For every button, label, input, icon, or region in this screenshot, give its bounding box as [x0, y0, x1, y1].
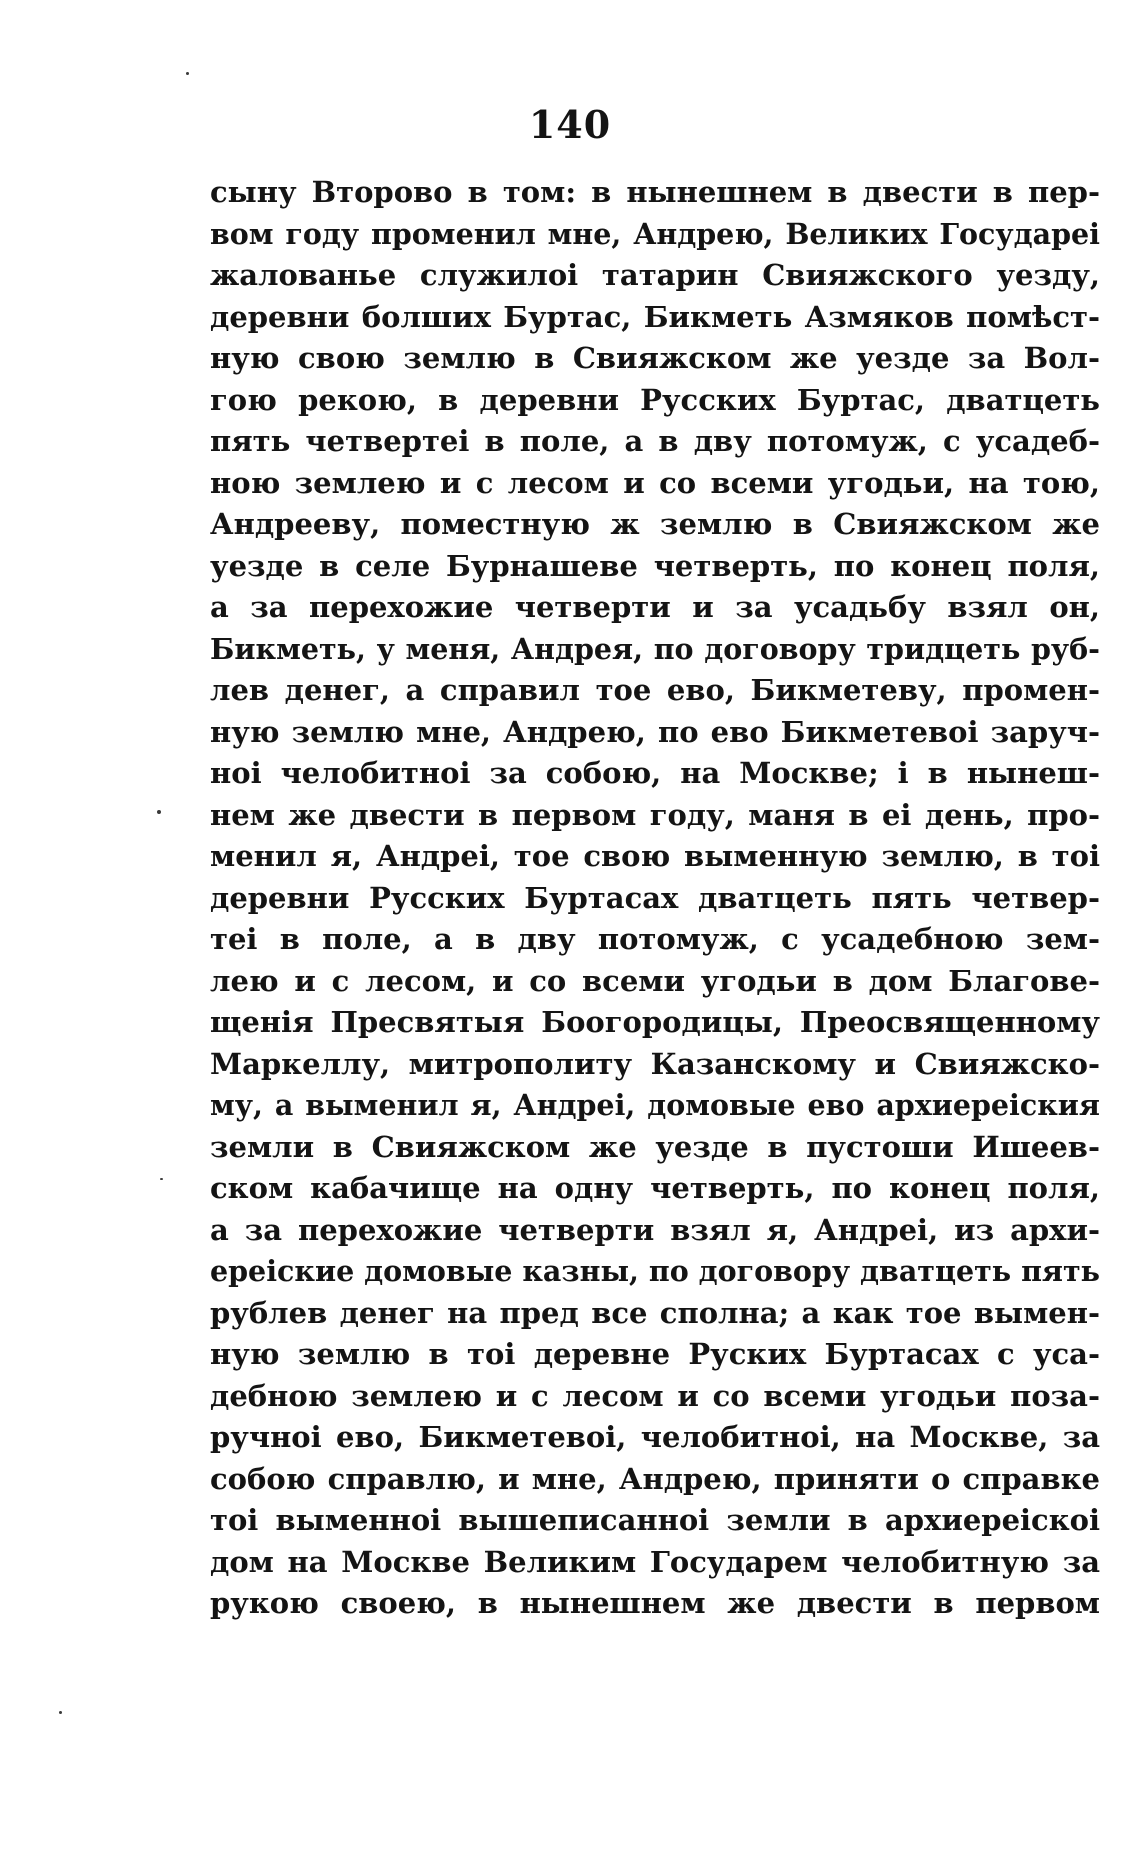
text-line: уезде в селе Бурнашеве четверть, по конец поля,	[210, 548, 1100, 583]
text-line: жалованье служилоі татарин Свияжского уезду,	[210, 258, 1100, 292]
text-line: Маркеллу, митрополиту Казанскому и Свияжско-	[210, 1046, 1100, 1081]
text-line: нем же двести в первом году, маня в еі день, про-	[210, 797, 1100, 832]
body-text	[210, 172, 1100, 1625]
text-line: собою справлю, и мне, Андрею, приняти о справке	[210, 1461, 1100, 1496]
text-line: му, а выменил я, Андреі, домовые ево архиереіския	[210, 1088, 1100, 1122]
text-line: а за перехожие четверти взял я, Андреі, из архи-	[210, 1212, 1100, 1247]
scan-speck	[59, 1711, 62, 1714]
text-line: сыну Второво в том: в нынешнем в двести в пер-	[210, 175, 1100, 209]
text-line: ную землю мне, Андрею, по ево Бикметевоі заруч-	[210, 714, 1100, 749]
text-line: гою рекою, в деревни Русских Буртас, дватцеть	[210, 382, 1100, 417]
text-line: рублев денег на пред все сполна; а как тое вымен-	[210, 1295, 1100, 1330]
text-line: ною землею и с лесом и со всеми угодьи, на тою,	[210, 465, 1100, 500]
text-line: земли в Свияжском же уезде в пустоши Ишеев-	[210, 1129, 1100, 1164]
text-line: ручноі ево, Бикметевоі, челобитноі, на Москве, за	[210, 1420, 1100, 1454]
text-line: щенія Пресвятыя Боогородицы, Преосвященному	[210, 1005, 1100, 1039]
text-line: ноі челобитноі за собою, на Москве; і в нынеш-	[210, 756, 1100, 790]
text-line: рукою своею, в нынешнем же двести в первом	[210, 1586, 1100, 1620]
text-line: менил я, Андреі, тое свою выменную землю, в тоі	[210, 839, 1100, 873]
text-line: деревни болших Буртас, Бикметь Азмяков помѣст-	[210, 299, 1100, 334]
page-number: 140	[528, 102, 612, 147]
text-line: ную свою землю в Свияжском же уезде за Вол-	[210, 341, 1100, 375]
scan-speck	[186, 72, 189, 75]
text-line: Андрееву, поместную ж землю в Свияжском же	[210, 507, 1100, 541]
text-line: тоі выменноі вышеписанноі земли в архиереіскоі	[210, 1503, 1100, 1537]
scan-speck	[157, 810, 161, 814]
text-line: ереіские домовые казны, по договору дватцеть пять	[210, 1254, 1100, 1288]
text-line: а за перехожие четверти и за усадьбу взял он,	[210, 590, 1100, 624]
text-line: деревни Русских Буртасах дватцеть пять четвер-	[210, 880, 1100, 915]
text-line: пять четвертеі в поле, а в дву потомуж, с усадеб-	[210, 424, 1100, 458]
text-line: Бикметь, у меня, Андрея, по договору тридцеть руб-	[210, 631, 1100, 666]
scan-speck	[160, 1178, 163, 1180]
text-line: ском кабачище на одну четверть, по конец поля,	[210, 1171, 1100, 1205]
text-line: лев денег, а справил тое ево, Бикметеву, промен-	[210, 673, 1100, 707]
text-line: вом году променил мне, Андрею, Великих Государеі	[210, 216, 1100, 251]
text-line: дебною землею и с лесом и со всеми угодьи поза-	[210, 1378, 1100, 1413]
text-line: дом на Москве Великим Государем челобитную за	[210, 1544, 1100, 1579]
text-line: теі в поле, а в дву потомуж, с усадебною зем-	[210, 922, 1100, 956]
text-line: лею и с лесом, и со всеми угодьи в дом Благове-	[210, 963, 1100, 998]
text-line: ную землю в тоі деревне Руских Буртасах с уса-	[210, 1337, 1100, 1371]
